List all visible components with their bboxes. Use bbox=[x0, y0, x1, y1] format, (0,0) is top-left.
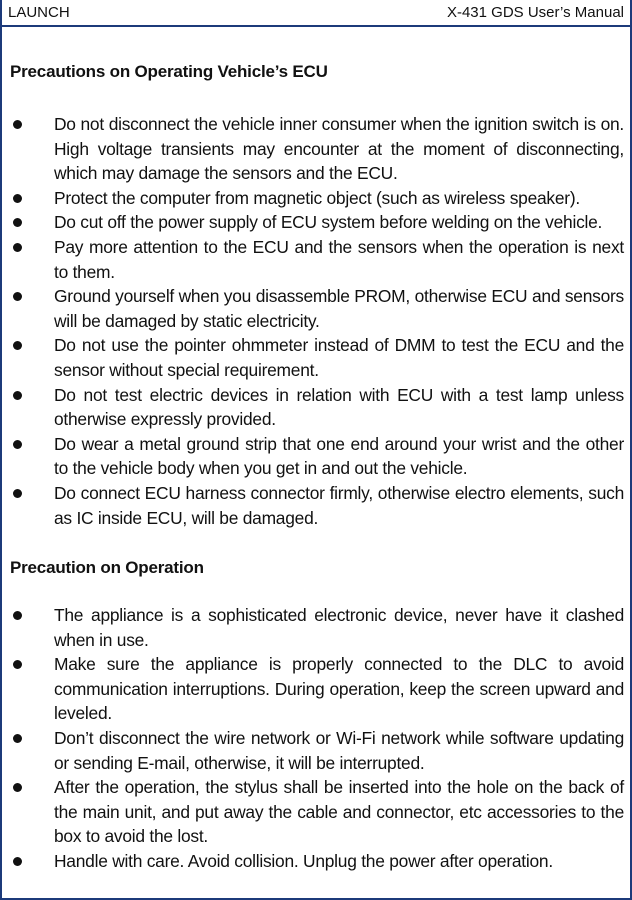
bullet-icon bbox=[13, 489, 22, 498]
list-item: The appliance is a sophisticated electronic device, never have it clashed when in use. bbox=[10, 603, 624, 652]
bullet-icon bbox=[13, 857, 22, 866]
list-item: Don’t disconnect the wire network or Wi-Fi network while software updating or sending E-mail, otherwise, it will be interrupted. bbox=[10, 726, 624, 775]
bullet-icon bbox=[13, 391, 22, 400]
list-item: After the operation, the stylus shall be inserted into the hole on the back of the main unit, and put away the cable and connector, etc accessories to the box to avoid the lost. bbox=[10, 775, 624, 849]
bullet-icon bbox=[13, 783, 22, 792]
list-item: Do wear a metal ground strip that one end around your wrist and the other to the vehicle body when you get in and out the vehicle. bbox=[10, 432, 624, 481]
list-item: Do not use the pointer ohmmeter instead of DMM to test the ECU and the sensor without special requirement. bbox=[10, 333, 624, 382]
header-manual-title: X-431 GDS User’s Manual bbox=[446, 3, 624, 21]
list-item: Pay more attention to the ECU and the sensors when the operation is next to them. bbox=[10, 235, 624, 284]
bullet-icon bbox=[13, 218, 22, 227]
bullet-icon bbox=[13, 120, 22, 129]
bullet-icon bbox=[13, 440, 22, 449]
bullet-icon bbox=[13, 292, 22, 301]
bullet-icon bbox=[13, 611, 22, 620]
ecu-precautions-list bbox=[10, 112, 624, 530]
list-item: Protect the computer from magnetic object (such as wireless speaker). bbox=[10, 186, 624, 211]
list-item: Do not disconnect the vehicle inner consumer when the ignition switch is on. High voltage transients may encounter at the moment of disconnecting, which may damage the sensors and the ECU. bbox=[10, 112, 624, 186]
list-item: Do cut off the power supply of ECU system before welding on the vehicle. bbox=[10, 210, 624, 235]
bullet-icon bbox=[13, 660, 22, 669]
bullet-icon bbox=[13, 243, 22, 252]
page-content bbox=[2, 27, 630, 874]
section-heading-operation: Precaution on Operation bbox=[10, 558, 204, 578]
section-heading-ecu: Precautions on Operating Vehicle’s ECU bbox=[10, 62, 328, 81]
list-item: Do connect ECU harness connector firmly, otherwise electro elements, such as IC inside ECU, will be damaged. bbox=[10, 481, 624, 530]
list-item: Ground yourself when you disassemble PROM, otherwise ECU and sensors will be damaged by static electricity. bbox=[10, 284, 624, 333]
list-item: Do not test electric devices in relation with ECU with a test lamp unless otherwise expressly provided. bbox=[10, 383, 624, 432]
operation-precautions-list bbox=[10, 603, 624, 874]
bullet-icon bbox=[13, 341, 22, 350]
header-brand: LAUNCH bbox=[8, 3, 70, 21]
bullet-icon bbox=[13, 194, 22, 203]
page-header bbox=[2, 0, 630, 27]
list-item: Make sure the appliance is properly connected to the DLC to avoid communication interruptions. During operation, keep the screen upward and leveled. bbox=[10, 652, 624, 726]
list-item: Handle with care. Avoid collision. Unplug the power after operation. bbox=[10, 849, 624, 874]
bullet-icon bbox=[13, 734, 22, 743]
